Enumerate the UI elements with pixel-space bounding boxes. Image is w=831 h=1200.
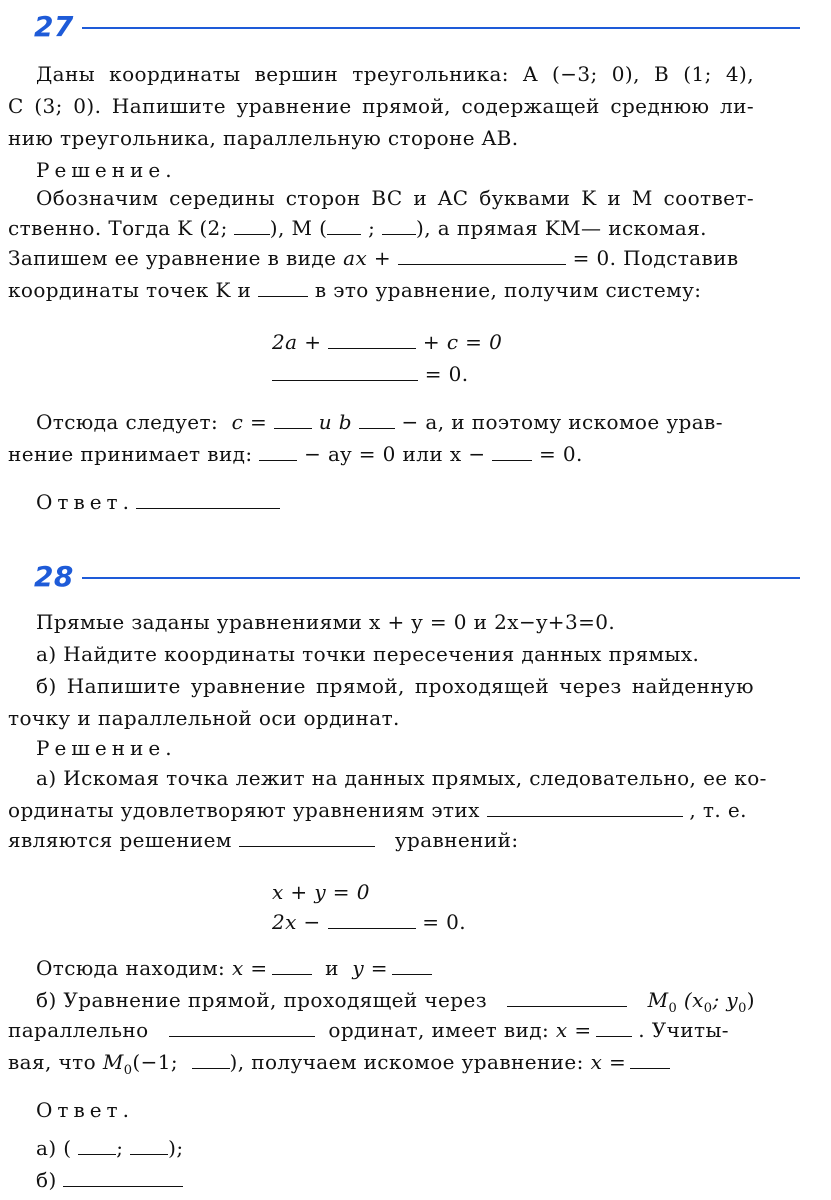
blank-field[interactable] [259,446,297,461]
text-fragment: = 0. [422,910,467,934]
problem-27-header [34,12,800,42]
text-fragment: и b [318,410,352,434]
blank-field[interactable] [327,220,361,235]
blank-field[interactable] [239,832,375,847]
text-fragment: = 0. [539,442,583,466]
blank-field[interactable] [272,960,312,975]
text-fragment: x = [231,956,268,980]
text-fragment: = 0. [424,362,469,386]
text-fragment: вая, что [8,1050,97,1074]
text-fragment: (−1; [132,1050,178,1074]
text-fragment: Отсюда находим: [36,956,226,980]
solution-text-line [36,956,754,980]
text-fragment: нение принимает вид: [8,442,253,466]
text-fragment: ; [368,216,376,240]
solution-text-line [8,216,754,240]
text-fragment: 2x − [272,910,321,934]
blank-field[interactable] [398,250,566,265]
blank-field[interactable] [392,960,432,975]
text-fragment: ); [168,1136,184,1160]
problem-text-line: C (3; 0). Напишите уравнение прямой, содержащей среднюю ли- [8,94,754,118]
system-equation-2 [272,362,831,386]
system-equation-1 [272,880,831,904]
text-fragment: уравнений: [394,828,519,852]
text-fragment: являются решением [8,828,232,852]
text-fragment: в это уравнение, получим систему: [314,278,702,302]
subscript: 0 [738,1001,747,1016]
text-fragment: координаты точек K и [8,278,252,302]
system-equation-1 [272,330,831,354]
problem-text-line: б) Напишите уравнение прямой, проходящей через найденную [36,674,754,698]
problem-number: 27 [34,10,74,43]
blank-field[interactable] [359,414,395,429]
blank-field[interactable] [328,914,416,929]
text-fragment: Отсюда следует: [36,410,219,434]
text-fragment: , т. е. [689,798,747,822]
text-fragment: y = [352,956,388,980]
problem-number: 28 [34,560,74,593]
answer-blank[interactable] [136,494,280,509]
header-rule [82,27,800,29]
blank-field[interactable] [169,1022,315,1037]
answer-label: Ответ. [36,1098,134,1122]
solution-text-line [8,442,754,466]
solution-text-line [36,410,754,434]
text-fragment: ) [746,988,755,1012]
blank-field[interactable] [274,414,312,429]
subscript: 0 [668,1001,678,1016]
text-fragment: . Учиты- [638,1018,729,1042]
solution-text-line [8,1050,754,1078]
text-fragment: − ay = 0 или x − [304,442,486,466]
blank-field[interactable] [258,282,308,297]
blank-field[interactable] [130,1140,168,1155]
text-fragment: б) [36,1168,57,1192]
problem-text-line: точку и параллельной оси ординат. [8,706,400,730]
text-fragment: ax + [343,246,392,270]
text-fragment: x + y = 0 [272,880,370,904]
blank-field[interactable] [234,220,270,235]
answer-line-a [36,1136,754,1160]
text-fragment: параллельно [8,1018,149,1042]
problem-text-line: Прямые заданы уравнениями x + y = 0 и 2x−y+3=0. [36,610,616,634]
blank-field[interactable] [630,1054,670,1069]
solution-text-line [8,278,754,302]
blank-field[interactable] [78,1140,116,1155]
solution-text-line [8,798,754,822]
text-fragment: ординаты удовлетворяют уравнениям этих [8,798,480,822]
subscript: 0 [703,1001,713,1016]
text-fragment: ординат, имеет вид: [328,1018,550,1042]
blank-field[interactable] [492,446,532,461]
problem-text-line: нию треугольника, параллельную стороне AB. [8,126,519,150]
text-fragment: Запишем ее уравнение в виде [8,246,337,270]
solution-text-line: а) Искомая точка лежит на данных прямых, следовательно, ее ко- [36,766,767,790]
text-fragment: ; y [712,988,739,1012]
text-fragment: − a, и поэтому искомое урав- [401,410,723,434]
problem-text-line: а) Найдите координаты точки пересечения данных прямых. [36,642,700,666]
solution-label: Решение. [36,158,177,182]
solution-label: Решение. [36,736,177,760]
blank-field[interactable] [487,802,683,817]
blank-field[interactable] [328,334,416,349]
text-fragment: (x [683,988,704,1012]
text-fragment: а) ( [36,1136,72,1160]
answer-label: Ответ. [36,490,134,514]
blank-field[interactable] [596,1022,632,1037]
text-fragment: x = [590,1050,627,1074]
solution-text-line [36,988,755,1016]
text-fragment: ственно. Тогда K (2; [8,216,228,240]
solution-text-line [8,246,754,270]
system-equation-2 [272,910,831,934]
text-fragment: ), получаем искомое уравнение: [229,1050,584,1074]
problem-28-header [34,562,800,592]
text-fragment: 2a + [272,330,322,354]
text-fragment: x = [555,1018,592,1042]
blank-field[interactable] [507,992,627,1007]
text-fragment: б) Уравнение прямой, проходящей через [36,988,488,1012]
text-fragment: M [102,1050,124,1074]
solution-text-line [8,1018,754,1042]
text-fragment: M [647,988,669,1012]
text-fragment: c = [231,410,268,434]
text-fragment: + c = 0 [422,330,503,354]
text-fragment: ), M ( [269,216,328,240]
solution-text-line [8,828,754,852]
text-fragment: ), а прямая KM— искомая. [416,216,707,240]
text-fragment: ; [116,1136,124,1160]
answer-line [36,490,754,514]
solution-text-line: Обозначим середины сторон BC и AC буквами K и M соответ- [36,186,754,210]
text-fragment: = 0. Подставив [572,246,739,270]
answer-line-b [36,1168,754,1192]
blank-field[interactable] [63,1172,183,1187]
blank-field[interactable] [272,366,418,381]
blank-field[interactable] [382,220,416,235]
subscript: 0 [123,1063,133,1078]
header-rule [82,577,800,579]
blank-field[interactable] [192,1054,230,1069]
text-fragment: и [325,956,339,980]
problem-text-line: Даны координаты вершин треугольника: A (−3; 0), B (1; 4), [36,62,754,86]
